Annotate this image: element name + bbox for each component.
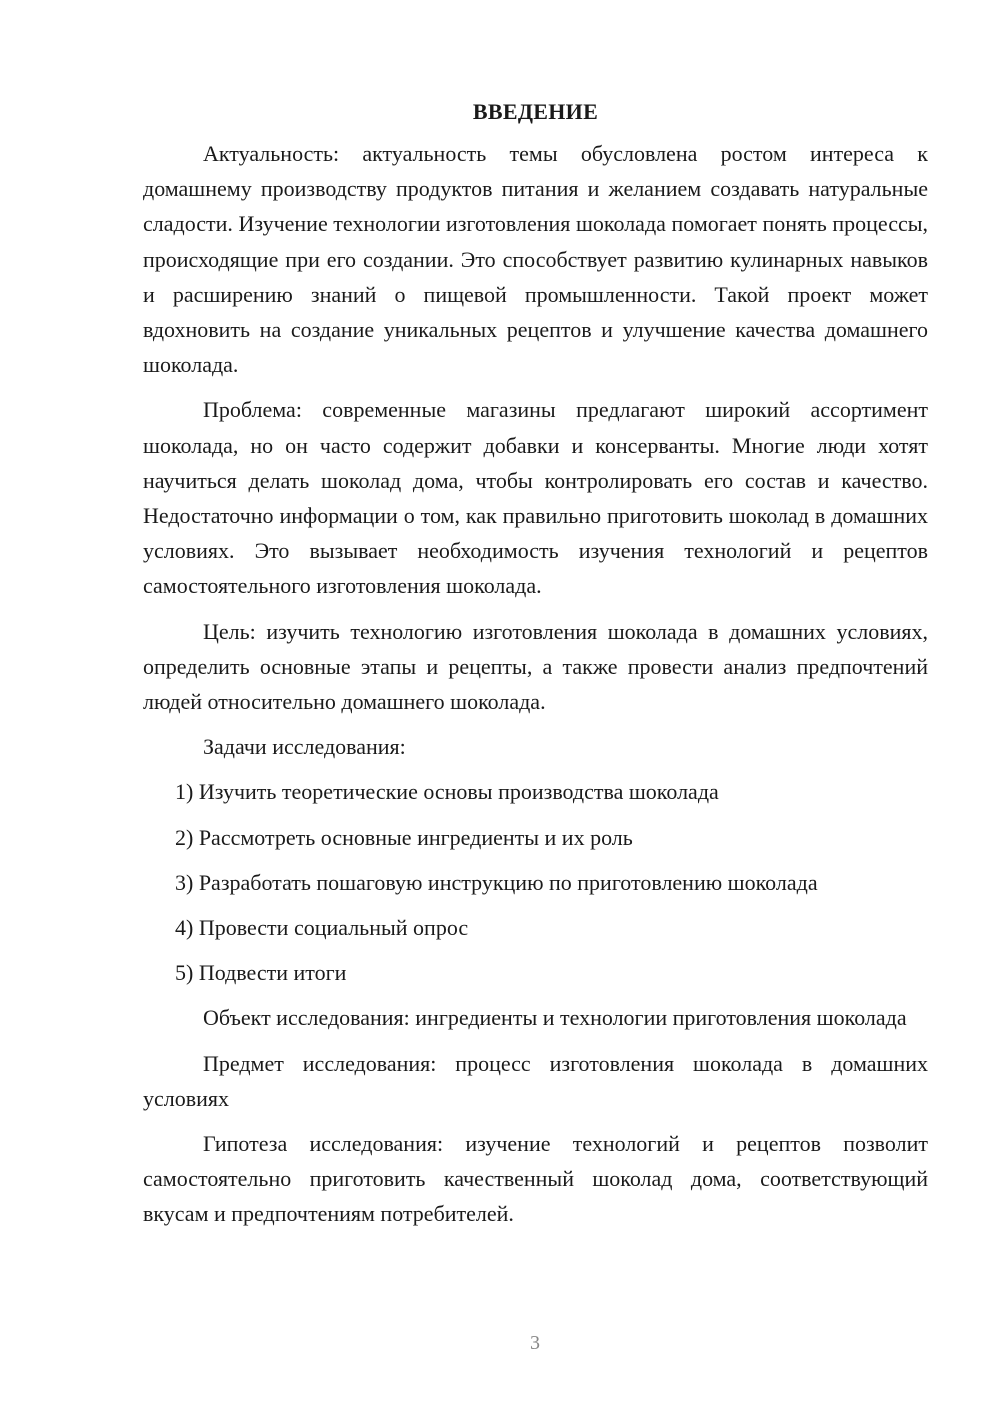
tasks-label: Задачи исследования: [203,734,406,760]
task-item: 1) Изучить теоретические основы производства шоколада [175,779,719,805]
section-title: ВВЕДЕНИЕ [472,99,599,124]
task-item: 4) Провести социальный опрос [175,915,469,941]
page-number: 3 [530,1332,540,1354]
task-item: 3) Разработать пошаговую инструкцию по приготовлению шоколада [175,869,818,895]
task-item: 5) Подвести итоги [175,960,347,986]
tasks-list [143,774,928,990]
document-body [143,97,928,1242]
task-item: 2) Рассмотреть основные ингредиенты и их роль [175,824,633,850]
goal-paragraph: Цель: изучить технологию изготовления шоколада в домашних условиях, определить основные этапы и рецепты, а также провести анализ предпочтений людей относительно домашнего шоколада. [143,618,928,715]
problem-paragraph: Проблема: современные магазины предлагают широкий ассортимент шоколада, но он часто содержит добавки и консерванты. Многие люди хотят научиться делать шоколад дома, чтобы контролировать его состав и качество. Недостаточно информации о том, как правильно приготовить шоколад в домашних условиях. Это вызывает необходимость изучения технологий и рецептов самостоятельного изготовления шоколада. [143,397,928,599]
object-paragraph: Объект исследования: ингредиенты и технологии приготовления шоколада [203,1005,907,1031]
hypothesis-paragraph: Гипотеза исследования: изучение технологий и рецептов позволит самостоятельно приготовить качественный шоколад дома, соответствующий вкусам и предпочтениям потребителей. [143,1131,928,1227]
subject-paragraph: Предмет исследования: процесс изготовления шоколада в домашних условиях [143,1050,928,1111]
relevance-paragraph: Актуальность: актуальность темы обусловлена ростом интереса к домашнему производству продуктов питания и желанием создавать натуральные сладости. Изучение технологии изготовления шоколада помогает понять процессы, происходящие при его создании. Это способствует развитию кулинарных навыков и расширению знаний о пищевой промышленности. Такой проект может вдохновить на создание уникальных рецептов и улучшение качества домашнего шоколада. [143,141,928,378]
